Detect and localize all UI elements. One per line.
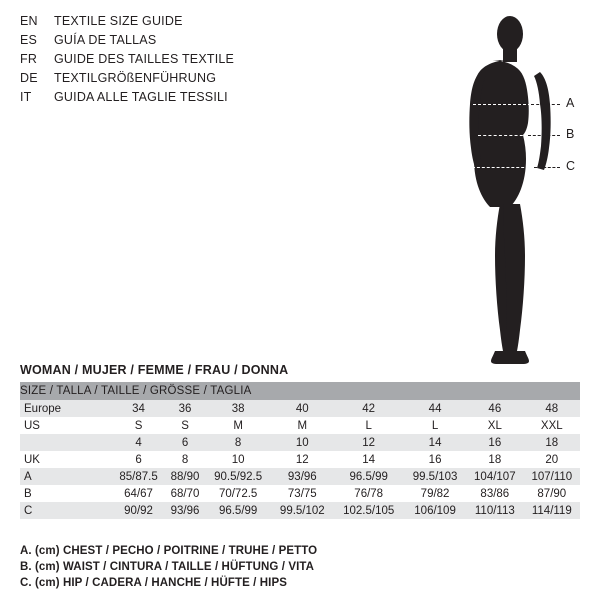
row-label-c: C bbox=[20, 502, 112, 519]
waist-measure-line-inner bbox=[478, 135, 528, 136]
cell: S bbox=[112, 417, 165, 434]
cell: 110/113 bbox=[466, 502, 524, 519]
cell: 90.5/92.5 bbox=[205, 468, 271, 485]
cell: 93/96 bbox=[165, 502, 205, 519]
cell: 6 bbox=[165, 434, 205, 451]
waist-measure-line-outer bbox=[528, 135, 560, 136]
language-title-de: TEXTILGRÖßENFÜHRUNG bbox=[54, 71, 217, 85]
hip-measure-line-outer bbox=[534, 167, 560, 168]
cell: 83/86 bbox=[466, 485, 524, 502]
cell: L bbox=[404, 417, 466, 434]
language-title-es: GUÍA DE TALLAS bbox=[54, 33, 157, 47]
cell: 79/82 bbox=[404, 485, 466, 502]
cell: 96.5/99 bbox=[333, 468, 404, 485]
cell: 12 bbox=[271, 451, 333, 468]
table-row bbox=[20, 485, 580, 502]
cell: 8 bbox=[165, 451, 205, 468]
table-row bbox=[20, 417, 580, 434]
language-code-en: EN bbox=[20, 14, 38, 28]
cell: 44 bbox=[404, 400, 466, 417]
language-row-es bbox=[20, 33, 340, 52]
measurement-notes bbox=[20, 545, 580, 593]
size-table-wrapper bbox=[20, 382, 580, 519]
cell: 99.5/102 bbox=[271, 502, 333, 519]
cell: 104/107 bbox=[466, 468, 524, 485]
cell: 85/87.5 bbox=[112, 468, 165, 485]
cell: 6 bbox=[112, 451, 165, 468]
cell: XL bbox=[466, 417, 524, 434]
cell: 14 bbox=[404, 434, 466, 451]
size-table bbox=[20, 382, 580, 519]
cell: 48 bbox=[524, 400, 580, 417]
hip-measure-label: C bbox=[566, 159, 576, 173]
language-title-fr: GUIDE DES TAILLES TEXTILE bbox=[54, 52, 235, 66]
hip-measure-line-inner bbox=[472, 167, 534, 168]
female-figure-diagram bbox=[400, 8, 590, 368]
table-row bbox=[20, 400, 580, 417]
cell: 73/75 bbox=[271, 485, 333, 502]
cell: 10 bbox=[205, 451, 271, 468]
cell: 10 bbox=[271, 434, 333, 451]
cell: 99.5/103 bbox=[404, 468, 466, 485]
language-row-en bbox=[20, 14, 340, 33]
language-row-fr bbox=[20, 52, 340, 71]
row-label-b: B bbox=[20, 485, 112, 502]
row-label-europe: Europe bbox=[20, 400, 112, 417]
woman-section-heading: WOMAN / MUJER / FEMME / FRAU / DONNA bbox=[20, 363, 289, 377]
language-code-it: IT bbox=[20, 90, 32, 104]
table-row bbox=[20, 468, 580, 485]
language-title-it: GUIDA ALLE TAGLIE TESSILI bbox=[54, 90, 228, 104]
cell: 20 bbox=[524, 451, 580, 468]
cell: 16 bbox=[404, 451, 466, 468]
cell: 4 bbox=[112, 434, 165, 451]
row-label-us: US bbox=[20, 417, 112, 434]
cell: 96.5/99 bbox=[205, 502, 271, 519]
chest-measure-line-outer bbox=[531, 104, 560, 105]
language-code-es: ES bbox=[20, 33, 38, 47]
cell: 42 bbox=[333, 400, 404, 417]
table-row bbox=[20, 502, 580, 519]
cell: 16 bbox=[466, 434, 524, 451]
note-waist: B. (cm) WAIST / CINTURA / TAILLE / HÜFTUNG / VITA bbox=[20, 561, 315, 573]
cell: 114/119 bbox=[524, 502, 580, 519]
language-row-it bbox=[20, 90, 340, 109]
cell: 18 bbox=[466, 451, 524, 468]
row-label-a: A bbox=[20, 468, 112, 485]
cell: 88/90 bbox=[165, 468, 205, 485]
cell: 107/110 bbox=[524, 468, 580, 485]
cell: 87/90 bbox=[524, 485, 580, 502]
cell: 14 bbox=[333, 451, 404, 468]
cell: 76/78 bbox=[333, 485, 404, 502]
language-code-de: DE bbox=[20, 71, 38, 85]
cell: 90/92 bbox=[112, 502, 165, 519]
cell: M bbox=[205, 417, 271, 434]
cell: 106/109 bbox=[404, 502, 466, 519]
female-silhouette-icon bbox=[430, 8, 590, 368]
cell: 46 bbox=[466, 400, 524, 417]
chest-measure-label: A bbox=[566, 96, 575, 110]
cell: 36 bbox=[165, 400, 205, 417]
cell: 12 bbox=[333, 434, 404, 451]
row-label-uk: UK bbox=[20, 451, 112, 468]
note-chest: A. (cm) CHEST / PECHO / POITRINE / TRUHE / PETTO bbox=[20, 545, 318, 557]
cell: 18 bbox=[524, 434, 580, 451]
cell: XXL bbox=[524, 417, 580, 434]
table-row bbox=[20, 434, 580, 451]
table-header-label: SIZE / TALLA / TAILLE / GRÖSSE / TAGLIA bbox=[20, 382, 580, 400]
cell: 70/72.5 bbox=[205, 485, 271, 502]
cell: 102.5/105 bbox=[333, 502, 404, 519]
cell: 68/70 bbox=[165, 485, 205, 502]
cell: S bbox=[165, 417, 205, 434]
table-row bbox=[20, 451, 580, 468]
cell: 64/67 bbox=[112, 485, 165, 502]
table-header-row bbox=[20, 382, 580, 400]
language-code-fr: FR bbox=[20, 52, 38, 66]
row-label-us-numeric bbox=[20, 434, 112, 451]
language-title-list bbox=[20, 14, 340, 109]
cell: 8 bbox=[205, 434, 271, 451]
cell: 34 bbox=[112, 400, 165, 417]
language-row-de bbox=[20, 71, 340, 90]
cell: 38 bbox=[205, 400, 271, 417]
chest-measure-line-inner bbox=[473, 104, 531, 105]
waist-measure-label: B bbox=[566, 127, 575, 141]
cell: 40 bbox=[271, 400, 333, 417]
note-hip: C. (cm) HIP / CADERA / HANCHE / HÜFTE / HIPS bbox=[20, 577, 288, 589]
cell: L bbox=[333, 417, 404, 434]
cell: 93/96 bbox=[271, 468, 333, 485]
cell: M bbox=[271, 417, 333, 434]
language-title-en: TEXTILE SIZE GUIDE bbox=[54, 14, 183, 28]
